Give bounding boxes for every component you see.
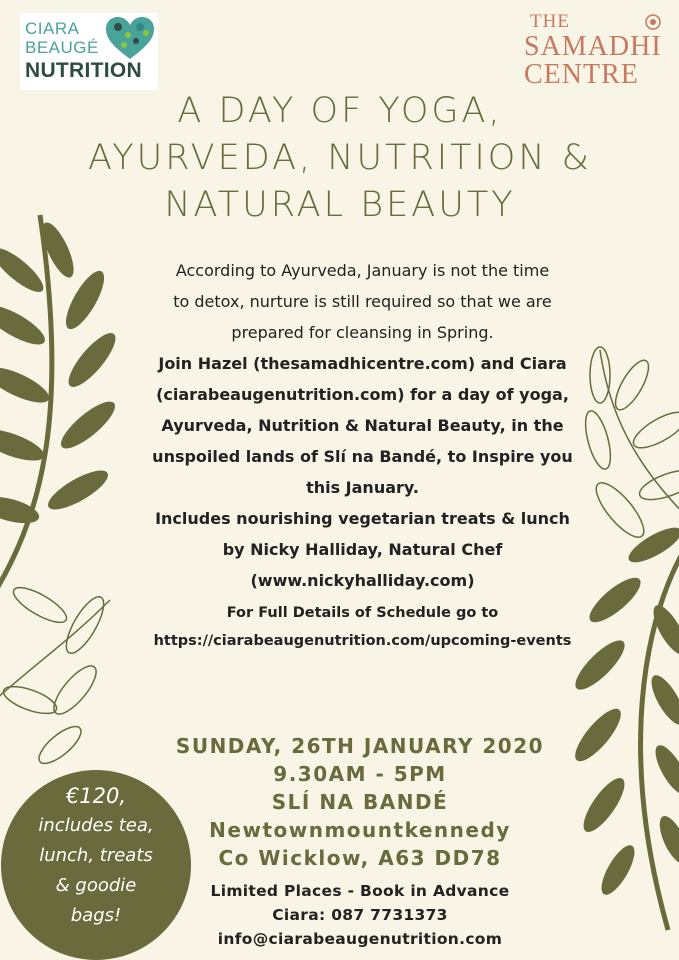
join-line-6: Includes nourishing vegetarian treats & lunch (155, 509, 570, 528)
join-line-8: (www.nickyhalliday.com) (250, 571, 475, 590)
price-line-3: lunch, treats (39, 845, 153, 866)
price-line-2: includes tea, (38, 815, 154, 836)
price-line-5: bags! (70, 905, 122, 926)
logo-right-line1: THE (530, 11, 570, 32)
price-amount: €120, (65, 784, 127, 808)
logo-left-line2: BEAUGÉ (25, 38, 99, 57)
details-line-1: For Full Details of Schedule go to (226, 605, 499, 621)
event-county: Co Wicklow, A63 DD78 (218, 846, 502, 870)
title-line-3: NATURAL BEAUTY (164, 185, 516, 225)
join-line-7: by Nicky Halliday, Natural Chef (222, 540, 503, 559)
event-date: SUNDAY, 26TH JANUARY 2020 (175, 734, 545, 758)
logo-left-line3: NUTRITION (25, 59, 143, 82)
intro-line-1: According to Ayurveda, January is not the time (175, 261, 550, 280)
price-badge (1, 770, 191, 960)
ciara-beauge-logo (20, 13, 158, 90)
logo-right-line3: CENTRE (524, 59, 639, 90)
mandala-icon (644, 13, 662, 31)
logo-right-line2: SAMADHI (524, 31, 662, 62)
heart-mosaic-icon (104, 15, 156, 61)
event-town: Newtownmountkennedy (209, 818, 511, 842)
intro-line-2: to detox, nurture is still required so that we are (173, 292, 552, 311)
limited-places-text: Limited Places - Book in Advance (210, 882, 510, 900)
join-line-3: Ayurveda, Nutrition & Natural Beauty, in the (161, 416, 564, 435)
logo-left-line1: CIARA (25, 19, 80, 38)
title-line-2: AYURVEDA, NUTRITION & (88, 138, 592, 178)
join-line-1: Join Hazel (thesamadhicentre.com) and Ciara (158, 354, 567, 373)
intro-line-3: prepared for cleansing in Spring. (231, 323, 494, 342)
price-line-4: & goodie (55, 875, 137, 896)
join-line-4: unspoiled lands of Slí na Bandé, to Inspire you (152, 447, 573, 466)
event-time: 9.30AM - 5PM (273, 762, 447, 786)
contact-phone[interactable]: Ciara: 087 7731373 (272, 906, 448, 924)
event-venue: SLÍ NA BANDÉ (271, 790, 449, 814)
join-line-2: (ciarabeaugenutrition.com) for a day of yoga, (156, 385, 569, 404)
join-line-5: this January. (306, 478, 419, 497)
contact-email[interactable]: info@ciarabeaugenutrition.com (217, 930, 503, 948)
samadhi-centre-logo (522, 7, 666, 91)
title-line-1: A DAY OF YOGA, (177, 91, 503, 131)
details-url[interactable]: https://ciarabeaugenutrition.com/upcoming-events (153, 633, 572, 649)
